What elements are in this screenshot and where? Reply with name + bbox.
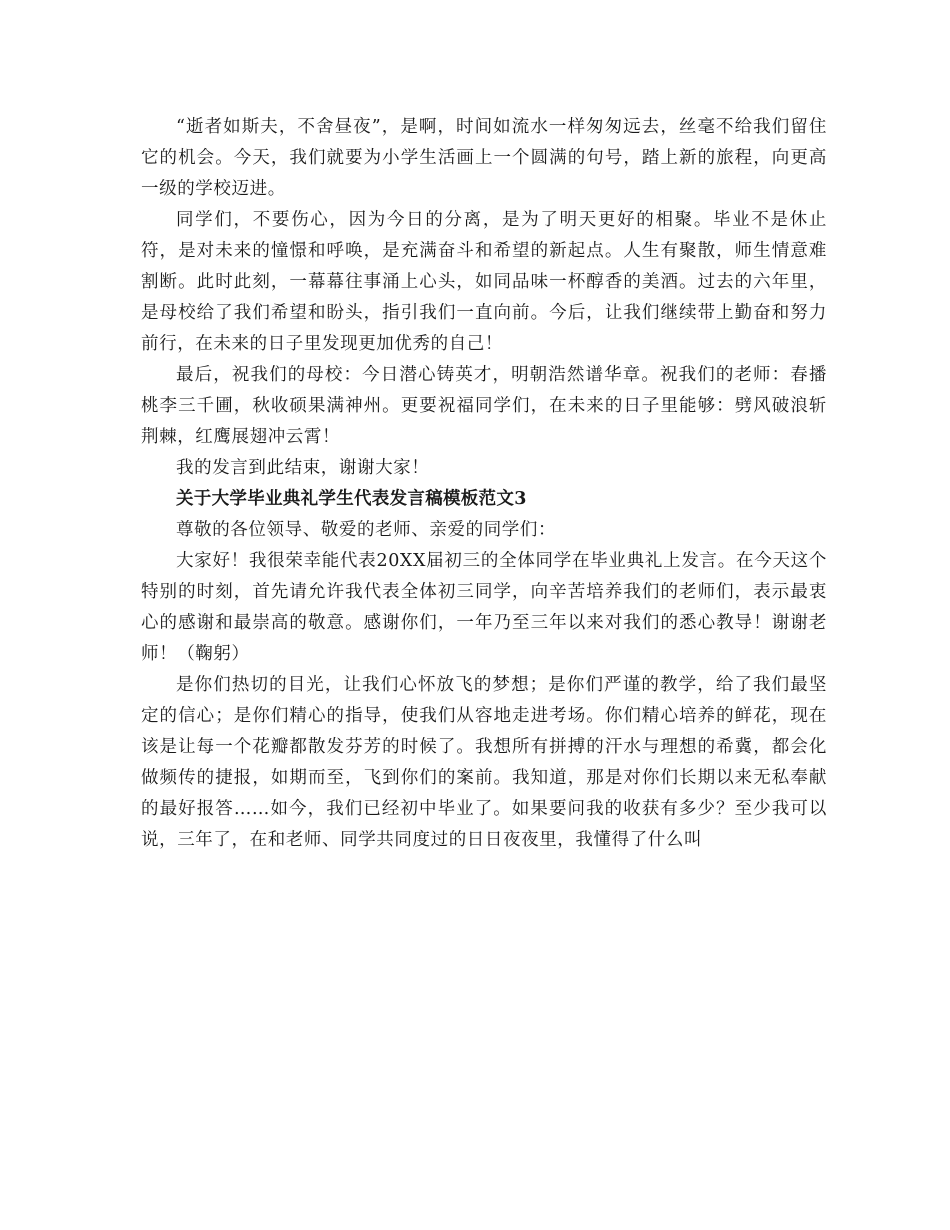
paragraph: “逝者如斯夫，不舍昼夜”，是啊，时间如流水一样匆匆远去，丝毫不给我们留住它的机会。今天，我们就要为小学生活画上一个圆满的句号，踏上新的旅程，向更高一级的学校迈进。 (141, 117, 827, 199)
paragraph: 我的发言到此结束，谢谢大家！ (176, 458, 430, 478)
document-body (141, 112, 827, 856)
paragraph: 同学们，不要伤心，因为今日的分离，是为了明天更好的相聚。毕业不是休止符，是对未来的憧憬和呼唤，是充满奋斗和希望的新起点。人生有聚散，师生情意难割断。此时此刻，一幕幕往事涌上心头，如同品味一杯醇香的美酒。过去的六年里，是母校给了我们希望和盼头，指引我们一直向前。今后，让我们继续带上勤奋和努力前行，在未来的日子里发现更加优秀的自己！ (141, 210, 827, 354)
section-heading: 关于大学毕业典礼学生代表发言稿模板范文3 (176, 489, 527, 509)
salutation: 尊敬的各位领导、敬爱的老师、亲爱的同学们： (176, 520, 557, 540)
paragraph: 最后，祝我们的母校：今日潜心铸英才，明朝浩然谱华章。祝我们的老师：春播桃李三千圃，秋收硕果满神州。更要祝福同学们，在未来的日子里能够：劈风破浪斩荆棘，红鹰展翅冲云霄！ (141, 365, 827, 447)
paragraph: 大家好！我很荣幸能代表20XX届初三的全体同学在毕业典礼上发言。在今天这个特别的时刻，首先请允许我代表全体初三同学，向辛苦培养我们的老师们，表示最衷心的感谢和最崇高的敬意。感谢你们，一年乃至三年以来对我们的悉心教导！谢谢老师！（鞠躬） (141, 551, 827, 664)
paragraph: 是你们热切的目光，让我们心怀放飞的梦想；是你们严谨的教学，给了我们最坚定的信心；是你们精心的指导，使我们从容地走进考场。你们精心培养的鲜花，现在该是让每一个花瓣都散发芬芳的时候了。我想所有拼搏的汗水与理想的希冀，都会化做频传的捷报，如期而至，飞到你们的案前。我知道，那是对你们长期以来无私奉献的最好报答……如今，我们已经初中毕业了。如果要问我的收获有多少？至少我可以说，三年了，在和老师、同学共同度过的日日夜夜里，我懂得了什么叫 (141, 675, 827, 850)
